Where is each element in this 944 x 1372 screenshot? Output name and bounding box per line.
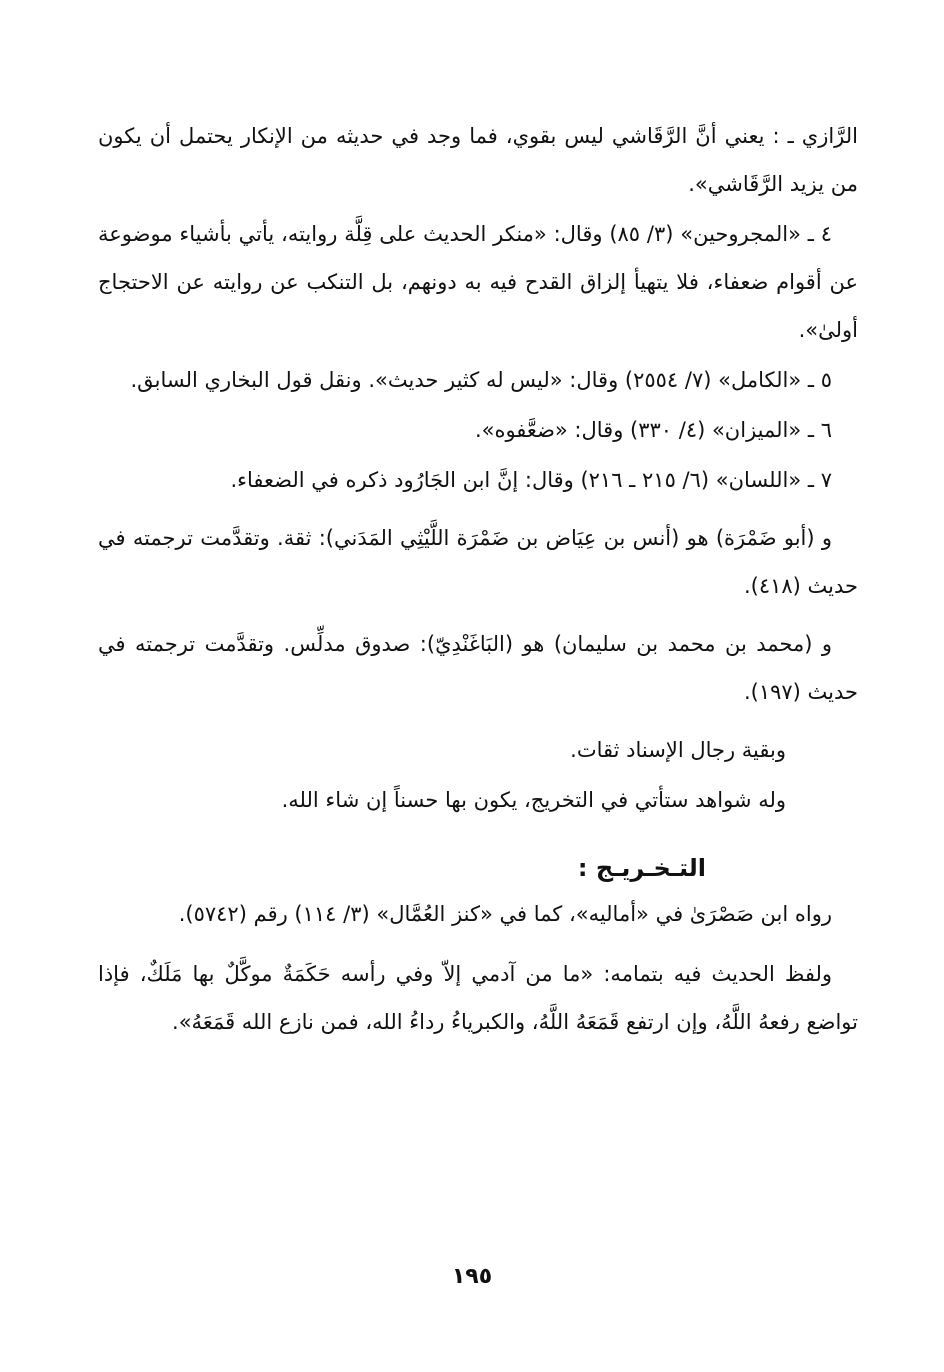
paragraph-abu-damra: و (أبو ضَمْرَة) هو (أنس بن عِيَاض بن ضَمْرَة اللَّيْثِي المَدَني): ثقة. وتقدَّمت ترجمته في حديث (٤١٨). — [98, 526, 858, 598]
paragraph-lisan: ٧ ـ «اللسان» (٦/ ٢١٥ ـ ٢١٦) وقال: إنَّ ابن الجَارُود ذكره في الضعفاء. — [230, 468, 832, 492]
paragraph-isnad-rest: وبقية رجال الإسناد ثقات. — [570, 738, 786, 762]
paragraph-bagandi: و (محمد بن محمد بن سليمان) هو (البَاغَنْدِيّ): صدوق مدلِّس. وتقدَّمت ترجمته في حديث (١٩٧). — [98, 632, 858, 704]
paragraph-hadith-text: ولفظ الحديث فيه بتمامه: «ما من آدمي إلاّ وفي رأسه حَكَمَةٌ موكَّلٌ بها مَلَكٌ، فإذا تواضع رفعهُ اللَّهُ، وإن ارتفع قَمَعَهُ اللَّهُ، والكبرياءُ رداءُ الله، فمن نازع الله قَمَعَهُ». — [98, 962, 858, 1034]
takhrij-heading: التـخـريـج : — [577, 854, 706, 882]
page-body — [98, 112, 858, 1046]
paragraph-mizan: ٦ ـ «الميزان» (٤/ ٣٣٠) وقال: «ضعَّفوه». — [474, 418, 832, 442]
paragraph-kamil: ٥ ـ «الكامل» (٧/ ٢٥٥٤) وقال: «ليس له كثير حديث». ونقل قول البخاري السابق. — [130, 368, 832, 392]
paragraph-razi-quote: الرَّازي ـ : يعني أنَّ الرَّقَاشي ليس بقوي، فما وجد في حديثه من الإنكار يحتمل أن يكون من يزيد الرَّقَاشي». — [98, 124, 858, 196]
paragraph-shawahid: وله شواهد ستأتي في التخريج، يكون بها حسناً إن شاء الله. — [281, 788, 786, 812]
page-number: ١٩٥ — [451, 1264, 493, 1289]
paragraph-takhrij-source: رواه ابن صَصْرَىٰ في «أماليه»، كما في «كنز العُمَّال» (٣/ ١١٤) رقم (٥٧٤٢). — [178, 902, 832, 926]
paragraph-majruhin: ٤ ـ «المجروحين» (٣/ ٨٥) وقال: «منكر الحديث على قِلَّة روايته، يأتي بأشياء موضوعة عن أقوام ضعفاء، فلا يتهيأ إلزاق القدح فيه به دونهم، بل التنكب عن روايته عن الاحتجاج أولىٰ». — [98, 222, 858, 342]
